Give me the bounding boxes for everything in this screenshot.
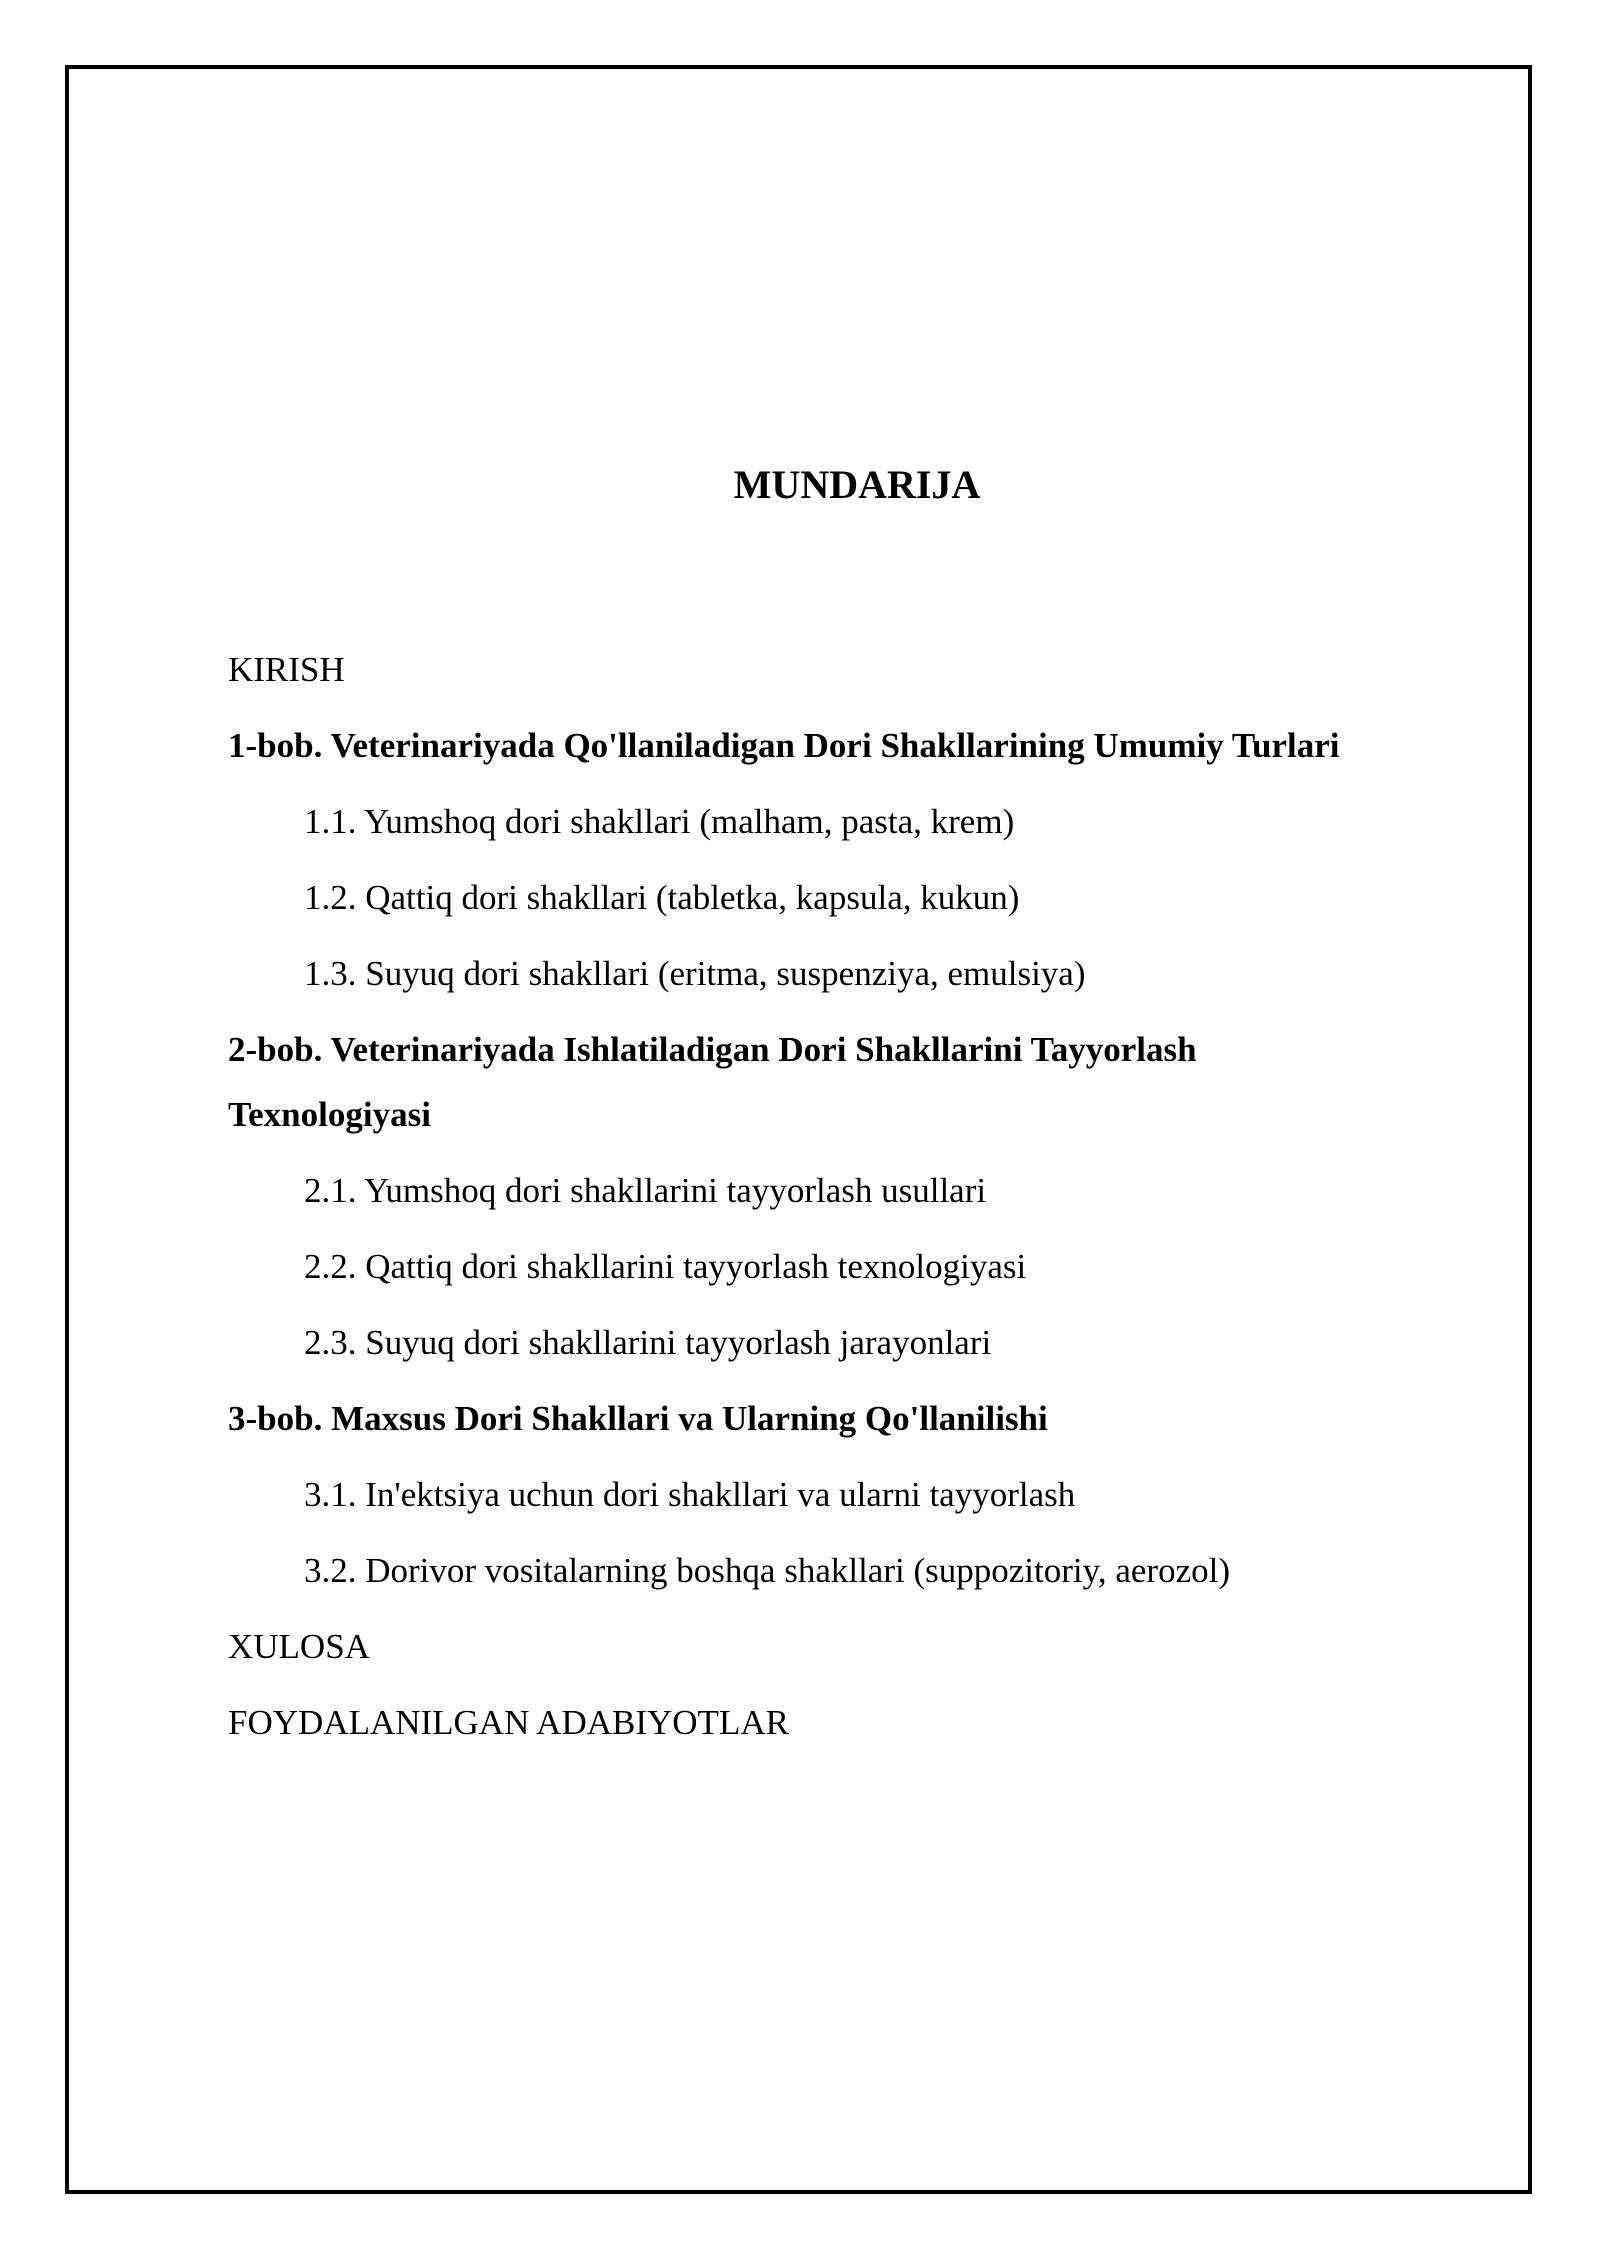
table-of-contents — [228, 637, 1488, 1766]
toc-section-1-3: 1.3. Suyuq dori shakllari (eritma, suspenziya, emulsiya) — [304, 954, 1086, 993]
toc-section-2-3: 2.3. Suyuq dori shakllarini tayyorlash jarayonlari — [304, 1323, 992, 1362]
toc-section-1-2: 1.2. Qattiq dori shakllari (tabletka, kapsula, kukun) — [304, 878, 1020, 917]
toc-item-references: FOYDALANILGAN ADABIYOTLAR — [228, 1703, 789, 1742]
toc-section-2-2: 2.2. Qattiq dori shakllarini tayyorlash texnologiyasi — [304, 1247, 1027, 1286]
toc-section-3-1: 3.1. In'ektsiya uchun dori shakllari va ularni tayyorlash — [304, 1475, 1076, 1514]
toc-item-conclusion: XULOSA — [228, 1627, 370, 1666]
toc-chapter-2: 2-bob. Veterinariyada Ishlatiladigan Dori Shakllarini Tayyorlash Texnologiyasi — [228, 1030, 1197, 1134]
toc-chapter-3: 3-bob. Maxsus Dori Shakllari va Ularning Qo'llanilishi — [228, 1399, 1048, 1438]
toc-item-introduction: KIRISH — [228, 650, 345, 689]
toc-chapter-1: 1-bob. Veterinariyada Qo'llaniladigan Dori Shakllarining Umumiy Turlari — [228, 726, 1340, 765]
toc-section-1-1: 1.1. Yumshoq dori shakllari (malham, pasta, krem) — [304, 802, 1015, 841]
toc-section-3-2: 3.2. Dorivor vositalarning boshqa shakllari (suppozitoriy, aerozol) — [304, 1551, 1230, 1590]
toc-section-2-1: 2.1. Yumshoq dori shakllarini tayyorlash usullari — [304, 1171, 987, 1210]
page-title: MUNDARIJA — [733, 462, 981, 507]
